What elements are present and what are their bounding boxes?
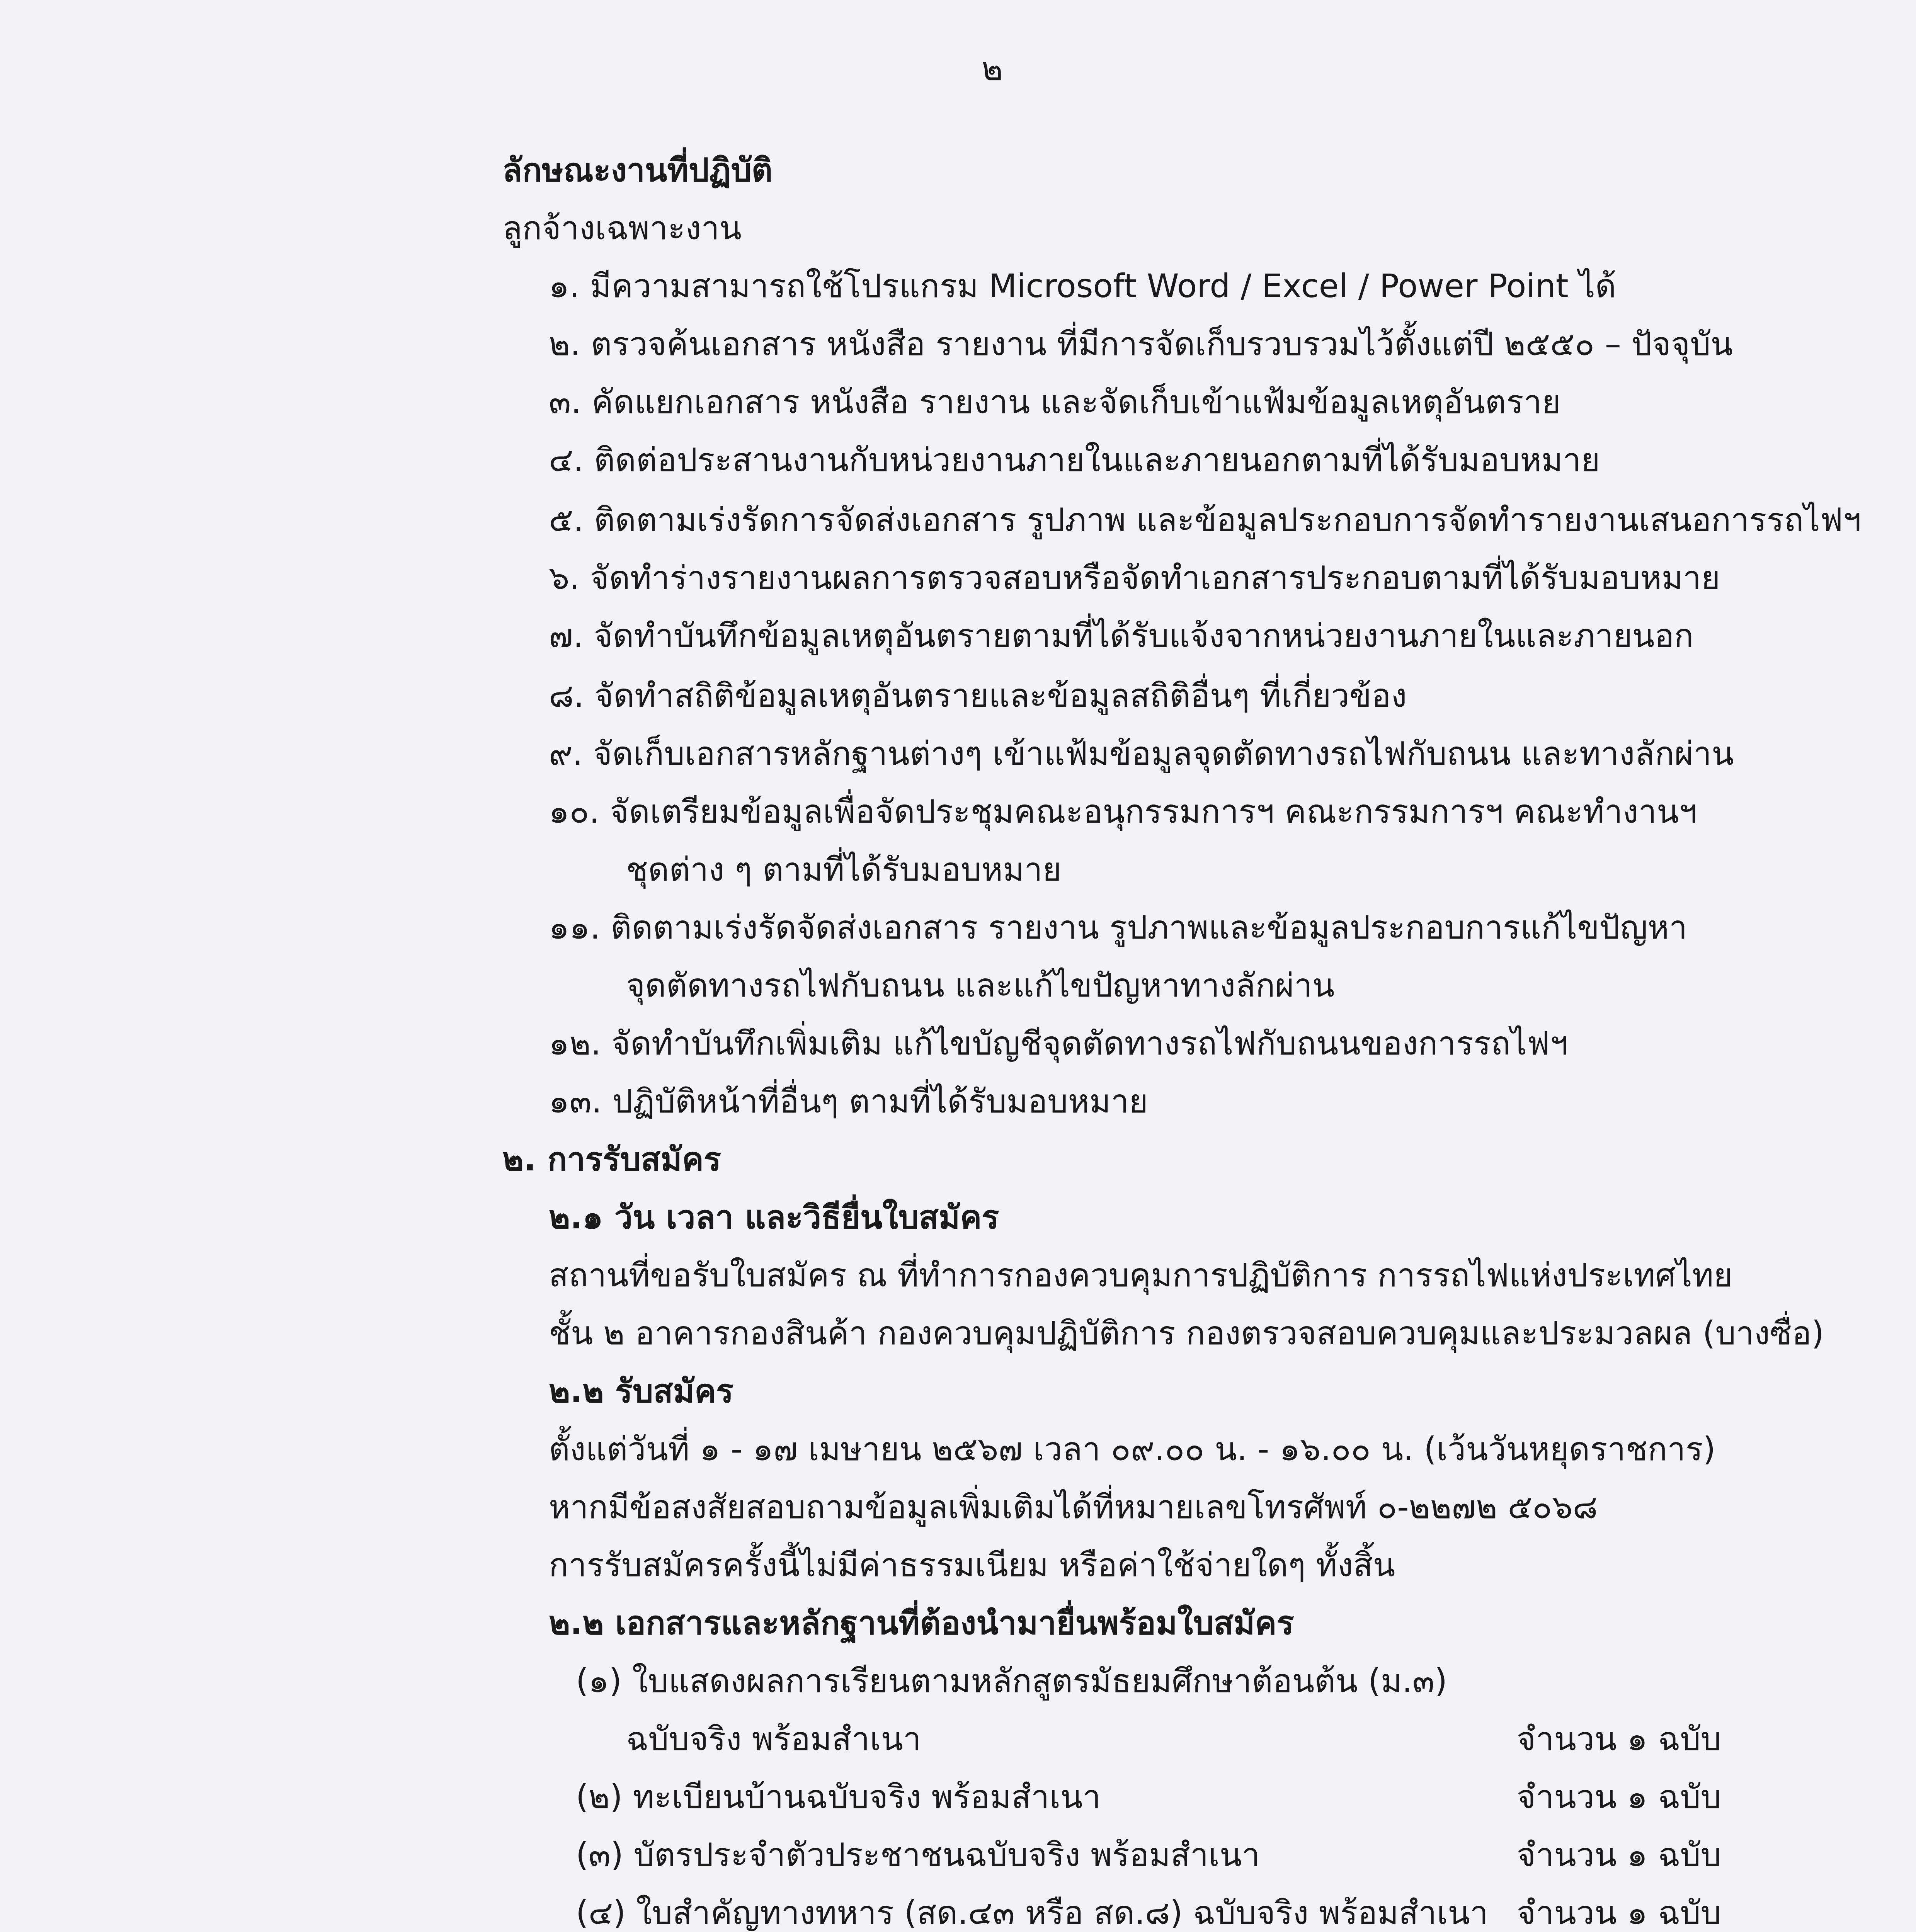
- duty-item: ๔. ติดต่อประสานงานกับหน่วยงานภายในและภายนอกตามที่ได้รับมอบหมาย: [549, 441, 1600, 479]
- document-quantity: จำนวน ๑ ฉบับ: [1517, 1778, 1721, 1816]
- duty-item: ๖. จัดทำร่างรายงานผลการตรวจสอบหรือจัดทำเอกสารประกอบตามที่ได้รับมอบหมาย: [549, 559, 1720, 597]
- paragraph-line: ชั้น ๒ อาคารกองสินค้า กองควบคุมปฏิบัติการ กองตรวจสอบควบคุมและประมวลผล (บางซื่อ): [549, 1314, 1824, 1352]
- document-item: (๓) บัตรประจำตัวประชาชนฉบับจริง พร้อมสำเนา: [576, 1836, 1260, 1874]
- duty-item: ๘. จัดทำสถิติข้อมูลเหตุอันตรายและข้อมูลสถิติอื่นๆ ที่เกี่ยวข้อง: [549, 677, 1407, 714]
- duty-item: ๓. คัดแยกเอกสาร หนังสือ รายงาน และจัดเก็บเข้าแฟ้มข้อมูลเหตุอันตราย: [549, 383, 1561, 421]
- section-heading: ๒. การรับสมัคร: [502, 1140, 721, 1178]
- duty-item: ๑๒. จัดทำบันทึกเพิ่มเติม แก้ไขบัญชีจุดตัดทางรถไฟกับถนนของการรถไฟฯ: [549, 1024, 1568, 1062]
- duty-item: ๑. มีความสามารถใช้โปรแกรม Microsoft Word / Excel / Power Point ได้: [549, 267, 1617, 305]
- document-quantity: จำนวน ๑ ฉบับ: [1517, 1720, 1721, 1758]
- duty-item: ๗. จัดทำบันทึกข้อมูลเหตุอันตรายตามที่ได้รับแจ้งจากหน่วยงานภายในและภายนอก: [549, 617, 1694, 655]
- duty-item: ๕. ติดตามเร่งรัดการจัดส่งเอกสาร รูปภาพ และข้อมูลประกอบการจัดทำรายงานเสนอการรถไฟฯ: [549, 501, 1862, 539]
- subsection-heading: ๒.๒ รับสมัคร: [549, 1372, 734, 1410]
- duty-item: ๑๓. ปฏิบัติหน้าที่อื่นๆ ตามที่ได้รับมอบหมาย: [549, 1082, 1148, 1120]
- page-number: ๒: [982, 50, 1003, 88]
- document-item: (๑) ใบแสดงผลการเรียนตามหลักสูตรมัธยมศึกษาต้อนต้น (ม.๓): [576, 1662, 1447, 1700]
- duty-item: ๑๑. ติดตามเร่งรัดจัดส่งเอกสาร รายงาน รูปภาพและข้อมูลประกอบการแก้ไขปัญหา: [549, 908, 1688, 946]
- duty-item-continuation: ชุดต่าง ๆ ตามที่ได้รับมอบหมาย: [626, 850, 1062, 888]
- document-quantity: จำนวน ๑ ฉบับ: [1517, 1894, 1721, 1932]
- document-item-continuation: ฉบับจริง พร้อมสำเนา: [626, 1720, 921, 1758]
- paragraph-line: การรับสมัครครั้งนี้ไม่มีค่าธรรมเนียม หรือค่าใช้จ่ายใดๆ ทั้งสิ้น: [549, 1546, 1395, 1584]
- duty-item-continuation: จุดตัดทางรถไฟกับถนน และแก้ไขปัญหาทางลักผ่าน: [626, 966, 1335, 1004]
- job-heading: ลักษณะงานที่ปฏิบัติ: [502, 151, 773, 189]
- paragraph-line: หากมีข้อสงสัยสอบถามข้อมูลเพิ่มเติมได้ที่หมายเลขโทรศัพท์ ๐-๒๒๗๒ ๕๐๖๘: [549, 1488, 1598, 1526]
- duty-item: ๑๐. จัดเตรียมข้อมูลเพื่อจัดประชุมคณะอนุกรรมการฯ คณะกรรมการฯ คณะทำงานฯ: [549, 793, 1697, 830]
- paragraph-line: ตั้งแต่วันที่ ๑ - ๑๗ เมษายน ๒๕๖๗ เวลา ๐๙.๐๐ น. - ๑๖.๐๐ น. (เว้นวันหยุดราชการ): [549, 1430, 1716, 1468]
- subsection-heading: ๒.๑ วัน เวลา และวิธียื่นใบสมัคร: [549, 1198, 999, 1236]
- document-quantity: จำนวน ๑ ฉบับ: [1517, 1836, 1721, 1874]
- paragraph-line: สถานที่ขอรับใบสมัคร ณ ที่ทำการกองควบคุมการปฏิบัติการ การรถไฟแห่งประเทศไทย: [549, 1256, 1733, 1294]
- duty-item: ๒. ตรวจค้นเอกสาร หนังสือ รายงาน ที่มีการจัดเก็บรวบรวมไว้ตั้งแต่ปี ๒๕๕๐ – ปัจจุบัน: [549, 325, 1733, 363]
- document-item: (๒) ทะเบียนบ้านฉบับจริง พร้อมสำเนา: [576, 1778, 1101, 1816]
- document-item: (๔) ใบสำคัญทางทหาร (สด.๔๓ หรือ สด.๘) ฉบับจริง พร้อมสำเนา: [576, 1894, 1489, 1932]
- subsection-heading: ๒.๒ เอกสารและหลักฐานที่ต้องนำมายื่นพร้อมใบสมัคร: [549, 1604, 1294, 1642]
- duty-item: ๙. จัดเก็บเอกสารหลักฐานต่างๆ เข้าแฟ้มข้อมูลจุดตัดทางรถไฟกับถนน และทางลักผ่าน: [549, 735, 1734, 772]
- job-type: ลูกจ้างเฉพาะงาน: [502, 209, 742, 247]
